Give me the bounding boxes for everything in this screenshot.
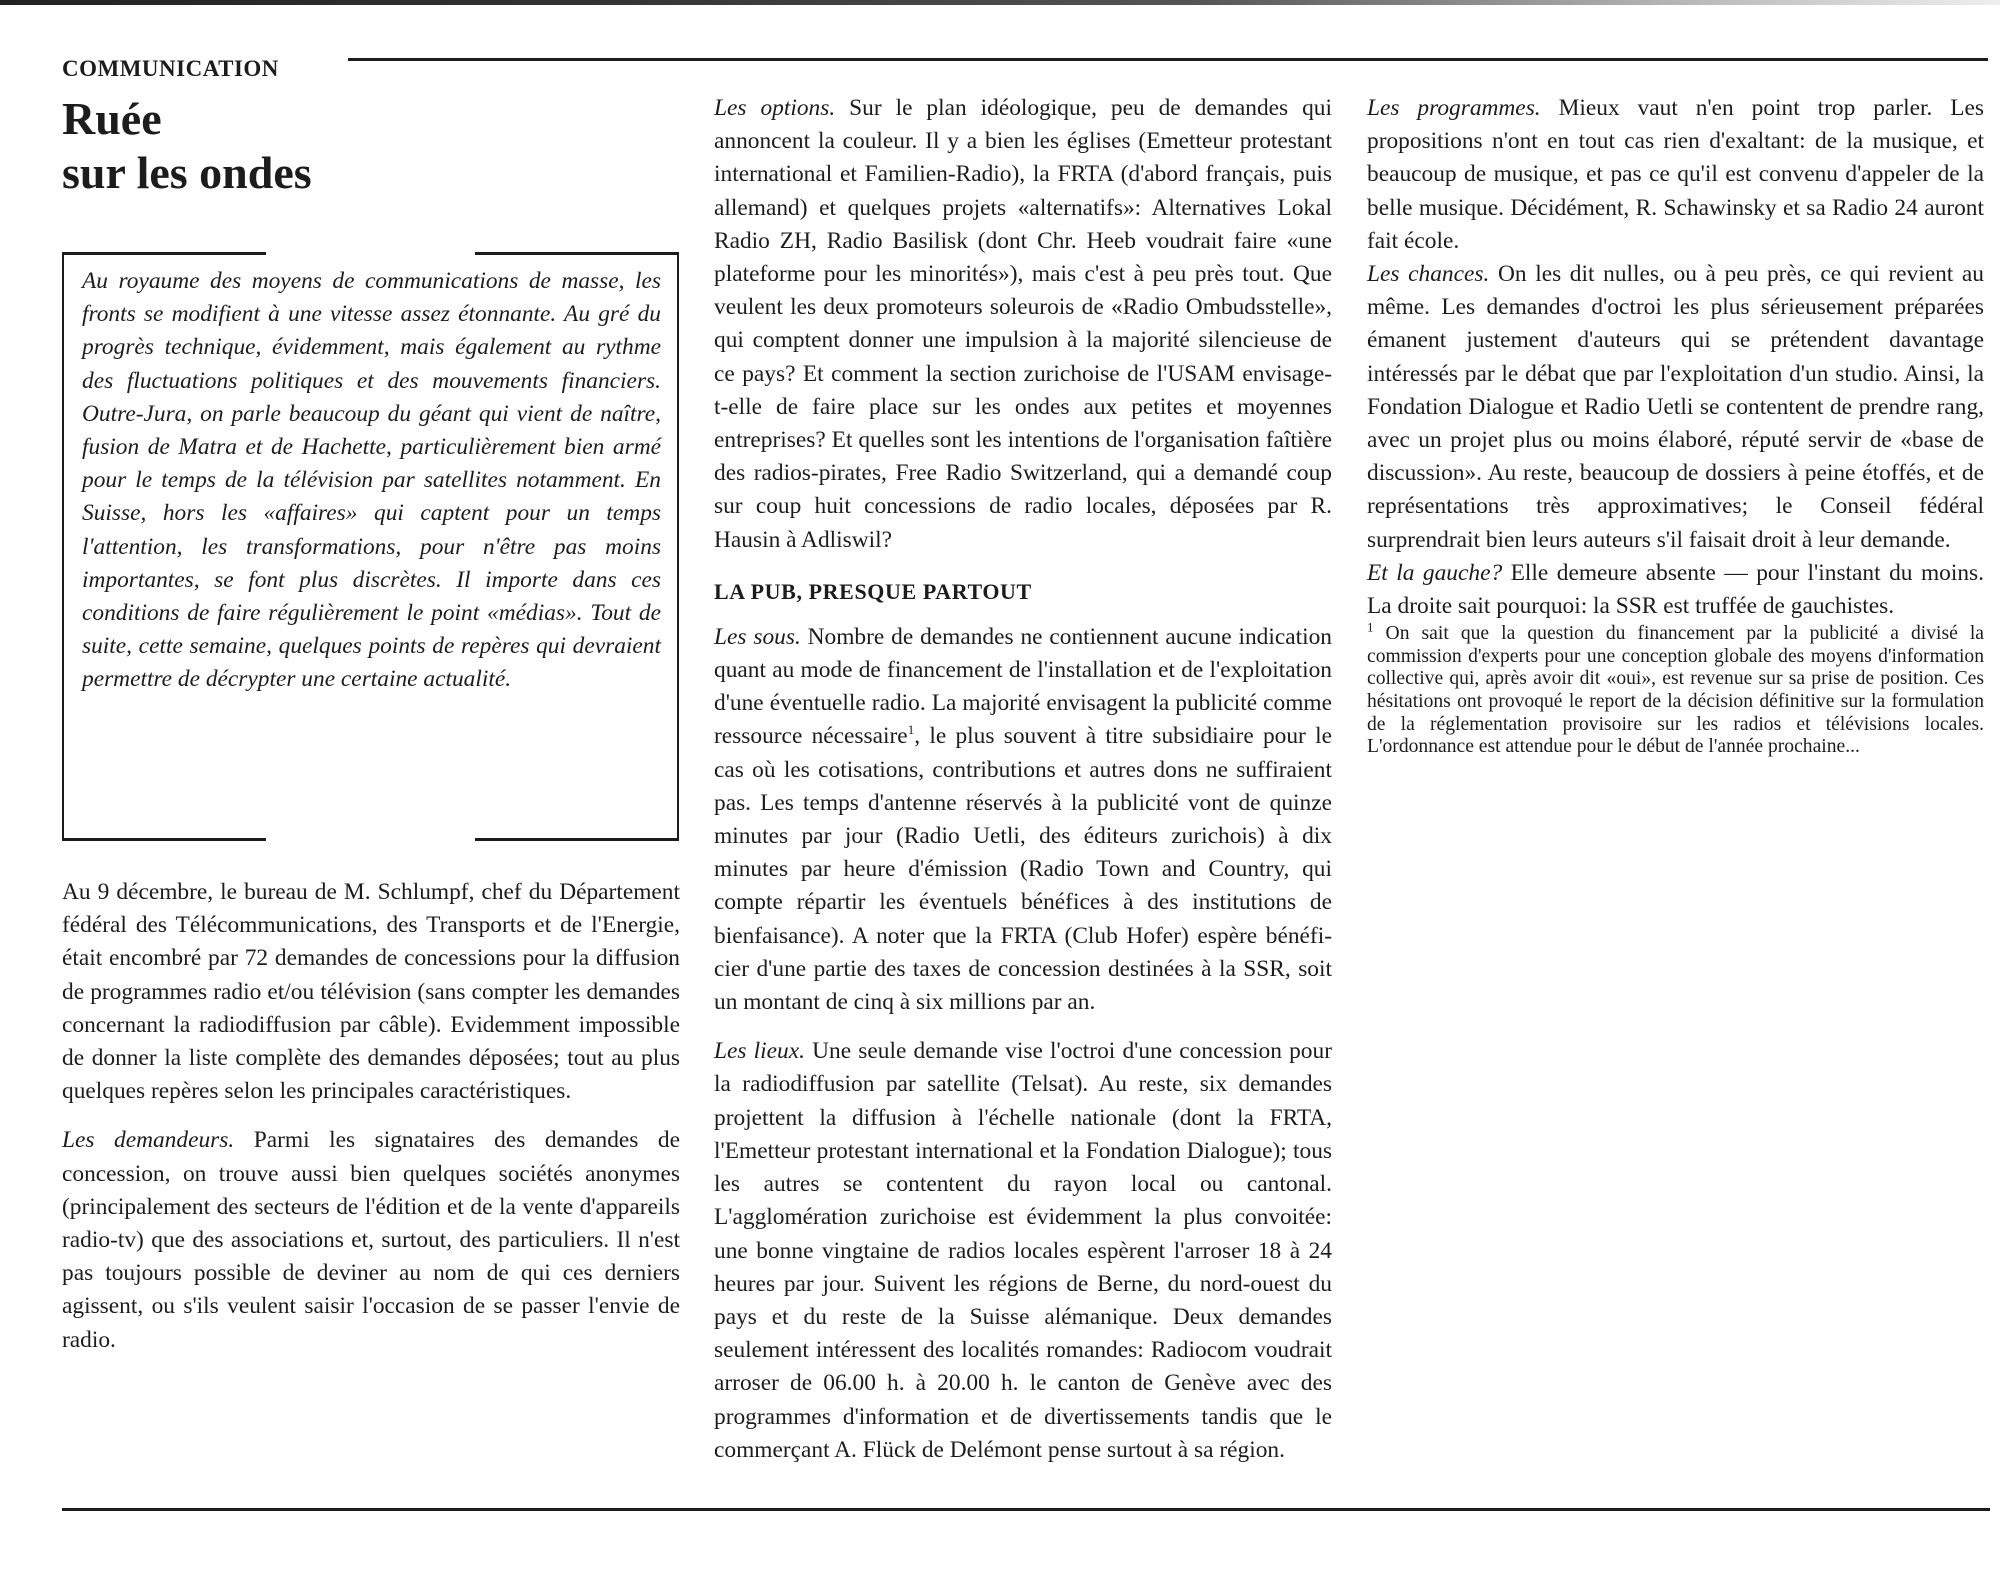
paragraph-sous [714,621,1332,1019]
paragraph-intro: Au 9 décembre, le bureau de M. Schlumpf, chef du Département fédéral des Télécommunications, des Transports et de l'Energie, était encombré par 72 demandes de concessions pour la diffusion de programmes radio et/ou télévision (sans compter les demandes concernant la radiodiffusion par câble). Evidemment impossible de donner la liste complète des demandes déposées; tout au plus quelques repères selon les principales caractéristiques. [62,879,680,1105]
paragraph-text: Parmi les signataires des demandes de concession, on trouve aussi bien quelques sociétés anonymes (principalement des secteurs de l'édition et de la vente d'appareils radio-tv) que des associations et, surtout, des particuliers. Il n'est pas toujours possible de deviner au nom de qui ces derniers agissent, ou s'ils veulent saisir l'occasion de se passer l'envie de radio. [62,1127,680,1353]
paragraph-lieux [714,1035,1332,1467]
run-in-label: Les sous. [714,623,801,650]
footnote-reference: 1 [907,722,915,738]
headline-line-1: Ruée [62,93,162,144]
paragraph-programmes [1367,92,1984,258]
column-1 [62,876,680,1357]
paragraph-gauche [1367,557,1984,623]
run-in-label: Et la gauche? [1367,559,1503,586]
paragraph-text: Mieux vaut n'en point trop parler. Les propositions n'ont en tout cas rien d'exaltant: de la musique, et beaucoup de musique, et pas ce qu'il est convenu d'appeler de la belle musique. Décidément, R. Schawinsky et sa Radio 24 auront fait école. [1367,95,1985,254]
paragraph-text: Elle demeure absente — pour l'instant du moins. La droite sait pourquoi: la SSR est truffée de gauchistes. [1367,559,1984,620]
header-rule [348,58,1988,61]
run-in-label: Les programmes. [1367,95,1541,121]
paragraph-text: , le plus souvent à titre subsidiaire pour le cas où les cotisations, contributions et autres dons ne suffiraient pas. Les temps d'antenne réservés à la publicité vont de quinze minutes par jour (Radio Uetli, des éditeurs zurichois) à dix minutes par heure d'émission (Radio Town and Country, qui compte répartir les éventuels bénéfices à des institutions de bienfaisance). A noter que la FRTA (Club Hofer) espère bénéficier d'une partie des taxes de concession destinées à la SSR, soit un montant de cinq à six millions par an. [714,723,1332,1016]
subheading: LA PUB, PRESQUE PARTOUT [714,578,1032,604]
lead-box [62,252,679,841]
paragraph-chances [1367,258,1984,557]
headline [62,92,312,200]
paragraph-text: Une seule demande vise l'octroi d'une concession pour la radiodiffusion par satellite (Telsat). Au reste, six demandes projettent la diffusion à l'échelle nationale (dont la FRTA, l'Emetteur protestant international et la Fondation Dialogue); tous les autres se contentent du rayon local ou cantonal. L'agglomération zurichoise est évidemment la plus convoitée: une bonne vingtaine de radios locales espèrent l'arroser 18 à 24 heures par jour. Suivent les régions de Berne, du nord-ouest du pays et du reste de la Suisse alémanique. Deux demandes seulement intéressent des localités romandes: Radiocom voudrait arroser de 06.00 h. à 20.00 h. le canton de Genève avec des programmes d'information et de divertissements tandis que le commerçant A. Flück de Delémont pense surtout à sa région. [714,1038,1332,1463]
paragraph-text: Nombre de demandes ne contiennent aucune indication quant au mode de financement de l'installation et de l'exploitation d'une éventuelle radio. La majorité envisagent la publicité comme ressource nécessaire [714,623,1332,750]
column-2 [714,92,1332,1467]
lead-box-corner [475,838,679,841]
footnote-text: On sait que la question du financement par la publicité a divisé la commission d'experts pour une conception globale des moyens d'information collective qui, après avoir dit «oui», est revenue sur sa prise de position. Ces hésitations ont provoqué le report de la décision définitive sur la formulation de la réglementation provisoire sur les radios et télévisions locales. L'ordonnance est attendue pour le début de l'année prochaine... [1367,623,1984,758]
scan-top-edge [0,0,2000,5]
lead-box-corner [62,252,266,255]
footnote [1367,619,1984,759]
headline-line-2: sur les ondes [62,147,312,198]
section-label: COMMUNICATION [62,56,279,81]
footnote-mark: 1 [1367,619,1374,635]
paragraph-options [714,92,1332,557]
run-in-label: Les chances. [1367,261,1490,288]
footer-rule [62,1508,1990,1511]
run-in-label: Les demandeurs. [62,1127,235,1154]
lead-box-corner [62,838,266,841]
lead-box-corner [475,252,679,255]
paragraph-text: Sur le plan idéologique, peu de demandes qui annoncent la couleur. Il y a bien les églises (Emetteur protestant international et Familien-Radio), la FRTA (d'abord français, puis allemand) et quelques projets «alternatifs»: Alternatives Lokal Radio ZH, Radio Basilisk (dont Chr. Heeb voudrait faire «une plateforme pour les minorités»), mais c'est à peu près tout. Que veulent les deux promoteurs soleurois de «Radio Ombudsstelle», qui comptent donner une impulsion à la majorité silencieuse de ce pays? Et comment la section zurichoise de l'USAM envisage-t-elle de faire place sur les ondes aux petites et moyennes entreprises? Et quelles sont les intentions de l'organisation faîtière des radios-pirates, Free Radio Switzerland, qui a demandé coup sur coup huit concessions de radio locales, déposées par R. Hausin à Adliswil? [714,95,1332,553]
lead-text: Au royaume des moyens de communications de masse, les fronts se modifient à une vitesse assez étonnante. Au gré du progrès technique, évidemment, mais également au rythme des fluctuations politiques et des mouvements financiers. Outre-Jura, on parle beaucoup du géant qui vient de naître, fusion de Matra et de Hachette, particulièrement bien armé pour le temps de la télévision par satellites notamment. En Suisse, hors les «affaires» qui captent pour un temps l'attention, les transformations, pour n'être pas moins importantes, se font plus discrètes. Il importe dans ces conditions de faire régulièrement le point «médias». Tout de suite, cette semaine, quelques points de repères qui devraient permettre de décrypter une certaine actualité. [82,268,661,693]
paragraph-demandeurs [62,1124,680,1356]
run-in-label: Les lieux. [714,1038,805,1065]
run-in-label: Les options. [714,95,836,121]
column-3 [1367,92,1984,759]
paragraph-text: On les dit nulles, ou à peu près, ce qui revient au même. Les demandes d'octroi les plus sérieusement préparées émanent justement d'auteurs qui se prétendent davantage intéressés par le débat que par l'exploitation d'un studio. Ainsi, la Fondation Dialogue et Radio Uetli se contentent de prendre rang, avec un projet plus ou moins élaboré, réputé servir de «base de discussion». Au reste, beaucoup de dossiers à peine étoffés, et de représentations très approximatives; le Conseil fédéral surprendrait bien leurs auteurs s'il faisait droit à leur demande. [1367,261,1984,553]
